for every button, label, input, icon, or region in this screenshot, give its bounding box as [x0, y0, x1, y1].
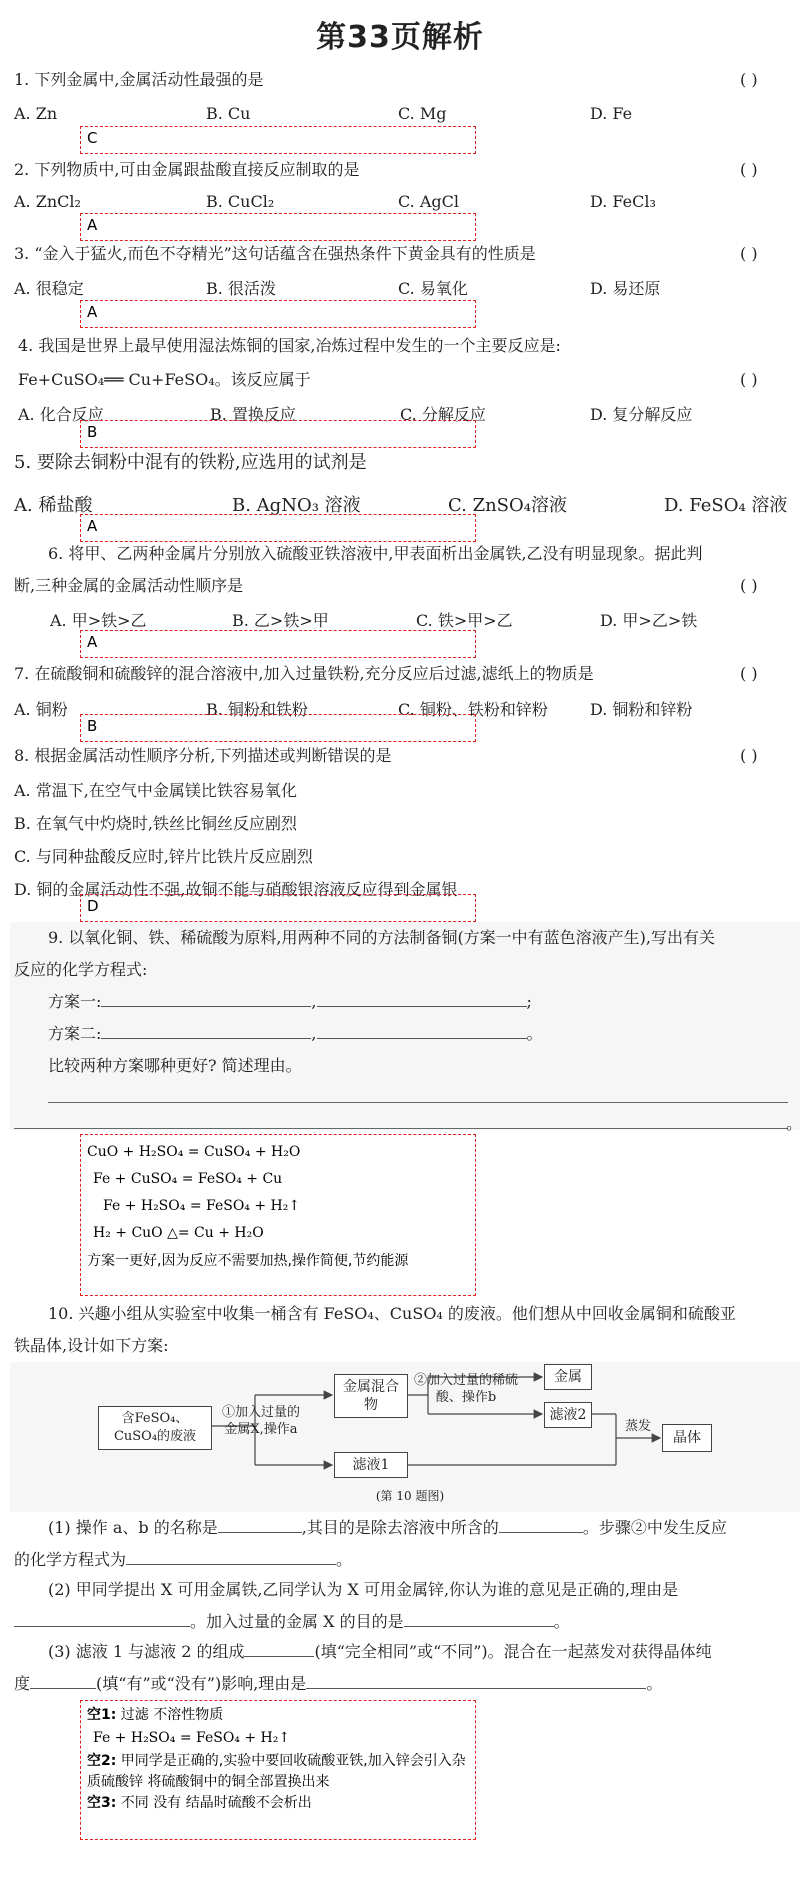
q7-option-d: D. 铜粉和锌粉 — [590, 700, 693, 719]
q5-option-a: A. 稀盐酸 — [14, 495, 93, 516]
q3-option-c: C. 易氧化 — [398, 279, 468, 298]
q6-answer-box: A — [80, 630, 476, 658]
q2-answer-paren: ( ) — [740, 160, 758, 179]
flow-filtrate2-box: 滤液2 — [544, 1402, 592, 1428]
q9-plan2-blank2 — [317, 1024, 527, 1039]
q10-sub2-line1: (2) 甲同学提出 X 可用金属铁,乙同学认为 X 可用金属锌,你认为谁的意见是正确的,理由是 — [48, 1580, 679, 1599]
q10-answer-equation: Fe + H₂SO₄ = FeSO₄ + H₂↑ — [93, 1730, 291, 1746]
q10-answer-blank3-label: 空3: — [87, 1795, 117, 1811]
q3-option-b: B. 很活泼 — [206, 279, 276, 298]
q9-plan2-blank1 — [101, 1024, 311, 1039]
q9-answer-line2 — [14, 1128, 788, 1129]
flow-caption: (第 10 题图) — [375, 1489, 445, 1503]
q9-plan1: 方案一: , ; — [48, 992, 532, 1011]
q10-sub3-blank1 — [244, 1642, 314, 1657]
q10-answer-box — [80, 1700, 476, 1840]
q9-answer-line1 — [48, 1102, 788, 1103]
q7-answer-box: B — [80, 714, 476, 742]
q9-answer-eq3: Fe + H₂SO₄ = FeSO₄ + H₂↑ — [103, 1198, 301, 1214]
q10-flowchart — [10, 1362, 800, 1512]
q3-answer-box: A — [80, 300, 476, 328]
q6-stem-line1: 6. 将甲、乙两种金属片分别放入硫酸亚铁溶液中,甲表面析出金属铁,乙没有明显现象。据此判 — [48, 544, 703, 563]
q9-answer-eq1: CuO + H₂SO₄ = CuSO₄ + H₂O — [87, 1144, 301, 1160]
q6-stem-line2: 断,三种金属的金属活动性顺序是 — [14, 576, 244, 595]
q10-sub1-blank1 — [218, 1518, 302, 1533]
q1-option-d: D. Fe — [590, 104, 633, 123]
q10-sub1-text-a: (1) 操作 a、b 的名称是 — [48, 1518, 218, 1537]
q9-answer-eq4: H₂ + CuO △= Cu + H₂O — [93, 1225, 264, 1241]
q10-sub3-blank3 — [306, 1674, 646, 1689]
q7-option-c: C. 铜粉、铁粉和锌粉 — [398, 700, 548, 719]
q2-option-c: C. AgCl — [398, 192, 459, 211]
q8-option-d: D. 铜的金属活动性不强,故铜不能与硝酸银溶液反应得到金属银 — [14, 880, 458, 899]
q10-answer-blank2-text: 甲同学是正确的,实验中要回收硫酸亚铁,加入锌会引入杂质硫酸锌 将硫酸铜中的铜全部置换出来 — [87, 1753, 466, 1790]
q5-answer-box: A — [80, 514, 476, 542]
q9-plan1-blank2 — [317, 992, 527, 1007]
q8-stem: 8. 根据金属活动性顺序分析,下列描述或判断错误的是 — [14, 746, 392, 765]
q7-answer-paren: ( ) — [740, 664, 758, 683]
q6-option-d: D. 甲>乙>铁 — [600, 611, 698, 630]
q10-sub2-blank1 — [14, 1612, 190, 1627]
q7-option-a: A. 铜粉 — [14, 700, 68, 719]
q10-answer-blank1 — [87, 1705, 469, 1726]
flow-metal-box: 金属 — [544, 1364, 592, 1390]
flow-crystal-box: 晶体 — [662, 1424, 712, 1452]
q9-end-mark: 。 — [786, 1114, 802, 1133]
q8-option-c: C. 与同种盐酸反应时,锌片比铁片反应剧烈 — [14, 847, 313, 866]
q10-sub1-line1 — [48, 1518, 727, 1538]
flow-metal-mix-box: 金属混合物 — [334, 1374, 408, 1418]
q4-option-b: B. 置换反应 — [210, 405, 296, 424]
flow-evaporate-label: 蒸发 — [624, 1419, 651, 1434]
q10-sub3-text-a: (3) 滤液 1 与滤液 2 的组成 — [48, 1642, 245, 1661]
flow-waste-liquid-box: 含FeSO₄、CuSO₄的废液 — [98, 1406, 212, 1450]
page-title: 第33页解析 — [316, 20, 484, 55]
q10-sub2-text-b: 。加入过量的金属 X 的目的是 — [190, 1612, 404, 1631]
q4-equation: Fe+CuSO₄══ Cu+FeSO₄。该反应属于 — [18, 370, 311, 389]
q10-sub1-blank3 — [126, 1550, 336, 1565]
q1-answer-paren: ( ) — [740, 70, 758, 89]
q8-option-a: A. 常温下,在空气中金属镁比铁容易氧化 — [14, 781, 297, 800]
q4-stem: 4. 我国是世界上最早使用湿法炼铜的国家,冶炼过程中发生的一个主要反应是: — [18, 336, 561, 355]
q9-compare: 比较两种方案哪种更好? 简述理由。 — [48, 1056, 302, 1075]
q10-answer-blank3-text: 不同 没有 结晶时硫酸不会析出 — [120, 1795, 312, 1811]
q10-sub3-text-c: 度 — [14, 1674, 31, 1693]
q10-sub3-text-d: (填“有”或“没有”)影响,理由是 — [96, 1674, 307, 1693]
q3-stem: 3. “金入于猛火,而色不夺精光”这句话蕴含在强热条件下黄金具有的性质是 — [14, 244, 536, 263]
q6-option-a: A. 甲>铁>乙 — [50, 611, 147, 630]
q10-answer-blank3 — [87, 1793, 469, 1814]
q10-sub2-line2: 。加入过量的金属 X 的目的是 。 — [14, 1612, 570, 1632]
q10-stem-line2: 铁晶体,设计如下方案: — [14, 1336, 169, 1355]
q5-option-d: D. FeSO₄ 溶液 — [664, 495, 788, 516]
q5-stem: 5. 要除去铜粉中混有的铁粉,应选用的试剂是 — [14, 452, 367, 473]
q7-option-b: B. 铜粉和铁粉 — [206, 700, 308, 719]
q5-option-b: B. AgNO₃ 溶液 — [232, 495, 361, 516]
q10-sub3-text-b: (填“完全相同”或“不同”)。混合在一起蒸发对获得晶体纯 — [314, 1642, 712, 1661]
flow-step1-label: ①加入过量的金属X,操作a — [221, 1405, 300, 1437]
q6-option-c: C. 铁>甲>乙 — [416, 611, 513, 630]
flow-filtrate1-box: 滤液1 — [334, 1452, 408, 1478]
q9-plan2-label: 方案二: — [48, 1024, 102, 1043]
q6-option-b: B. 乙>铁>甲 — [232, 611, 329, 630]
q2-option-d: D. FeCl₃ — [590, 192, 656, 211]
q8-answer-paren: ( ) — [740, 746, 758, 765]
q2-option-a: A. ZnCl₂ — [14, 192, 81, 211]
q10-sub1-line2: 的化学方程式为 。 — [14, 1550, 353, 1569]
q10-answer-blank1-label: 空1: — [87, 1707, 117, 1723]
q5-option-c: C. ZnSO₄溶液 — [448, 495, 567, 516]
q9-plan1-blank1 — [101, 992, 311, 1007]
q8-option-b: B. 在氧气中灼烧时,铁丝比铜丝反应剧烈 — [14, 814, 298, 833]
q8-answer-box: D — [80, 894, 476, 922]
flow-step2-label: ②加入过量的稀硫酸、操作b — [414, 1373, 519, 1405]
q9-plan1-label: 方案一: — [48, 992, 102, 1011]
q10-sub1-text-c: 。步骤②中发生反应 — [582, 1518, 727, 1537]
q10-sub3-line1 — [48, 1642, 712, 1662]
q3-answer-paren: ( ) — [740, 244, 758, 263]
q10-answer-blank2 — [87, 1751, 469, 1793]
q1-option-c: C. Mg — [398, 104, 447, 123]
q9-answer-box — [80, 1134, 476, 1296]
q9-answer-text: 方案一更好,因为反应不需要加热,操作简便,节约能源 — [87, 1253, 409, 1269]
q10-sub1-text-b: ,其目的是除去溶液中所含的 — [301, 1518, 499, 1537]
q4-answer-paren: ( ) — [740, 370, 758, 389]
q3-option-a: A. 很稳定 — [14, 279, 84, 298]
q1-answer-box: C — [80, 126, 476, 154]
q2-answer-box: A — [80, 213, 476, 241]
q9-plan2: 方案二: , 。 — [48, 1024, 543, 1043]
q10-sub3-line2: 度 (填“有”或“没有”)影响,理由是 。 — [14, 1674, 663, 1693]
q2-stem: 2. 下列物质中,可由金属跟盐酸直接反应制取的是 — [14, 160, 360, 179]
q10-stem-line1: 10. 兴趣小组从实验室中收集一桶含有 FeSO₄、CuSO₄ 的废液。他们想从中回收金属铜和硫酸亚 — [48, 1304, 736, 1323]
q1-stem: 1. 下列金属中,金属活动性最强的是 — [14, 70, 264, 89]
q4-answer-box: B — [80, 420, 476, 448]
q1-option-a: A. Zn — [14, 104, 58, 123]
q10-answer-blank1-text: 过滤 不溶性物质 — [120, 1707, 224, 1723]
q1-option-b: B. Cu — [206, 104, 251, 123]
q10-sub1-blank2 — [499, 1518, 583, 1533]
q4-option-c: C. 分解反应 — [400, 405, 486, 424]
q10-sub2-blank2 — [404, 1612, 554, 1627]
q2-option-b: B. CuCl₂ — [206, 192, 275, 211]
q9-answer-eq2: Fe + CuSO₄ = FeSO₄ + Cu — [93, 1171, 283, 1187]
q9-stem-line1: 9. 以氧化铜、铁、稀硫酸为原料,用两种不同的方法制备铜(方案一中有蓝色溶液产生),写出有关 — [48, 928, 716, 947]
q10-sub1-text-d: 的化学方程式为 — [14, 1550, 127, 1569]
q4-option-a: A. 化合反应 — [18, 405, 104, 424]
q10-sub3-blank2 — [30, 1674, 96, 1689]
q3-option-d: D. 易还原 — [590, 279, 661, 298]
q6-answer-paren: ( ) — [740, 576, 758, 595]
q10-answer-blank2-label: 空2: — [87, 1753, 117, 1769]
q7-stem: 7. 在硫酸铜和硫酸锌的混合溶液中,加入过量铁粉,充分反应后过滤,滤纸上的物质是 — [14, 664, 594, 683]
q9-stem-line2: 反应的化学方程式: — [14, 960, 148, 979]
q4-option-d: D. 复分解反应 — [590, 405, 693, 424]
